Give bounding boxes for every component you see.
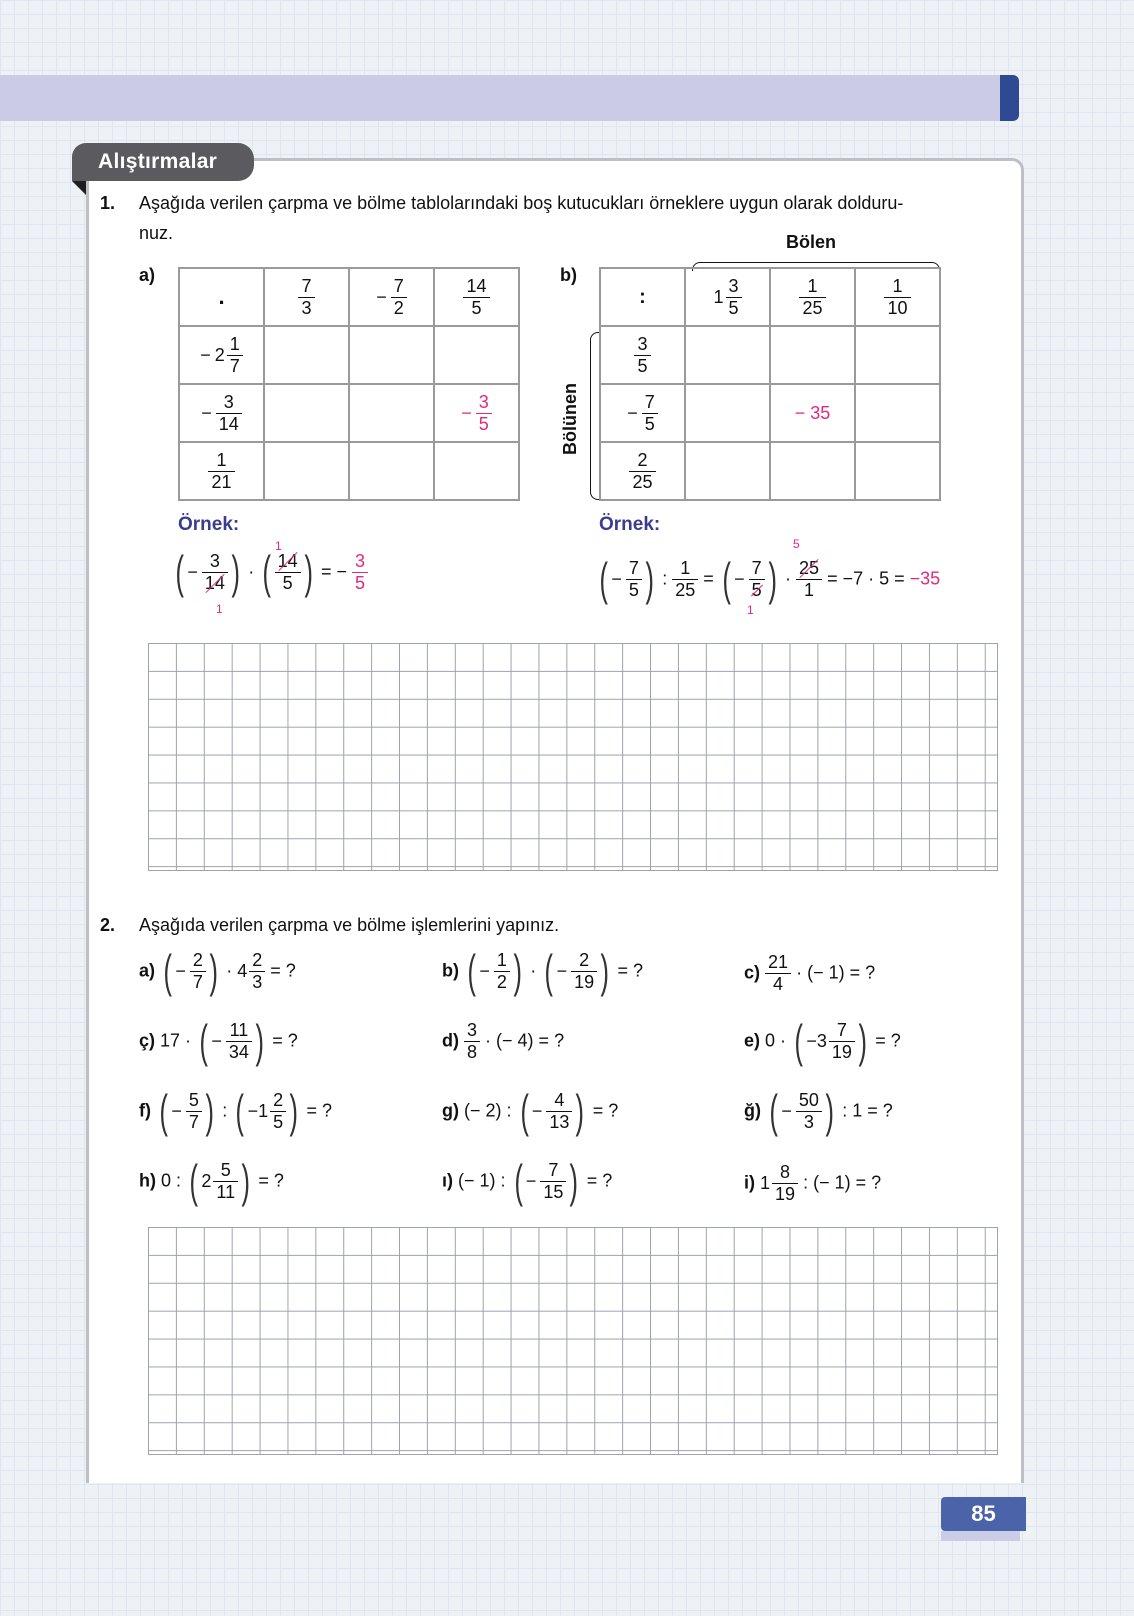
q2-item-e: e) 0 · ( −3 $\frac{7}{19}$ ) = ?: [744, 1015, 901, 1067]
table-a-row-3: $\frac{1}{21}$: [179, 442, 264, 500]
example-b-cancel-bottom: 1: [747, 603, 754, 617]
table-b-cell[interactable]: [855, 442, 940, 500]
example-b-cancel-top: 5: [793, 537, 800, 551]
table-b-cell[interactable]: [685, 384, 770, 442]
example-b-label: Örnek:: [599, 514, 661, 535]
q1-text: Aşağıda verilen çarpma ve bölme tablolarındaki boş kutucukları örneklere uygun olarak dolduru- nuz.: [139, 193, 904, 243]
q2-number: 2.: [100, 915, 116, 935]
section-heading: Alıştırmalar: [72, 143, 254, 181]
example-a-label: Örnek:: [178, 514, 240, 535]
table-b-cell[interactable]: [770, 326, 855, 384]
q2-text: Aşağıda verilen çarpma ve bölme işlemlerini yapınız.: [139, 915, 560, 935]
q2-item-i: i) 1 $\frac{8}{19}$ : (− 1) = ?: [744, 1162, 882, 1204]
table-b-cell[interactable]: [685, 442, 770, 500]
table-b-row-2: − $\frac{7}{5}$: [600, 384, 685, 442]
table-a-cell[interactable]: [434, 442, 519, 500]
answer-grid-1[interactable]: [148, 643, 998, 871]
heading-fold: [72, 181, 86, 195]
table-b-row-1: $\frac{3}{5}$: [600, 326, 685, 384]
table-a-operator: .: [179, 268, 264, 326]
table-b-filled-cell: − 35: [770, 384, 855, 442]
bolunen-label: Bölünen: [560, 383, 580, 455]
example-a-cancel-bottom: 1: [216, 602, 223, 616]
q2-item-f: f) ( − $\frac{5}{7}$ ) : ( −1 $\frac{2}{5}$ ) = ?: [139, 1085, 332, 1137]
multiplication-table: [178, 267, 520, 501]
table-b-label: b): [560, 265, 577, 285]
table-a-cell[interactable]: [264, 384, 349, 442]
table-a-col-3: $\frac{14}{5}$: [434, 268, 519, 326]
q2-item-b: b) ( − $\frac{1}{2}$ ) · ( − $\frac{2}{19}$ ) = ?: [442, 945, 643, 997]
table-b-cell[interactable]: [855, 326, 940, 384]
bolunen-brace: [590, 332, 599, 500]
table-a-cell[interactable]: [349, 442, 434, 500]
table-a-row-1: − 2 $\frac{1}{7}$: [179, 326, 264, 384]
table-b-col-3: $\frac{1}{10}$: [855, 268, 940, 326]
q2-item-dotless-i: ı) (− 1) : ( − $\frac{7}{15}$ ) = ?: [442, 1155, 613, 1207]
top-band-tab: [1000, 75, 1019, 121]
q2-item-g: g) (− 2) : ( − $\frac{4}{13}$ ) = ?: [442, 1085, 619, 1137]
table-b-col-1: 1 $\frac{3}{5}$: [685, 268, 770, 326]
table-b-col-2: $\frac{1}{25}$: [770, 268, 855, 326]
q2-item-d: d) $\frac{3}{8}$ · (− 4) = ?: [442, 1020, 565, 1062]
page-number: 85: [941, 1497, 1026, 1531]
top-band: [0, 75, 1000, 121]
q2-item-h: h) 0 : ( 2 $\frac{5}{11}$ ) = ?: [139, 1155, 284, 1207]
table-a-col-1: $\frac{7}{3}$: [264, 268, 349, 326]
table-b-row-3: $\frac{2}{25}$: [600, 442, 685, 500]
table-a-col-2: − $\frac{7}{2}$: [349, 268, 434, 326]
q2-item-a: a) ( − $\frac{2}{7}$ ) · 4 $\frac{2}{3}$ = ?: [139, 945, 296, 997]
division-table: [599, 267, 941, 501]
q2-item-c: c) $\frac{21}{4}$ · (− 1) = ?: [744, 952, 876, 994]
table-b-cell[interactable]: [685, 326, 770, 384]
table-b-cell[interactable]: [855, 384, 940, 442]
q1-number: 1.: [100, 193, 116, 213]
table-a-cell[interactable]: [264, 442, 349, 500]
page-number-shadow: [941, 1531, 1020, 1541]
table-a-cell[interactable]: [264, 326, 349, 384]
table-a-cell[interactable]: [349, 326, 434, 384]
example-a-cancel-top: 1: [275, 539, 282, 553]
q2-item-gg: ğ) ( − $\frac{50}{3}$ ) : 1 = ?: [744, 1085, 893, 1137]
table-a-cell[interactable]: [434, 326, 519, 384]
table-a-label: a): [139, 265, 156, 285]
bolen-label: Bölen: [786, 232, 837, 252]
table-a-cell[interactable]: [349, 384, 434, 442]
example-a-expression: ( − $\frac{3}{14}$ ) · ( $\frac{14}{5}$ ) = − $\frac{3}{5}$: [172, 549, 368, 595]
table-b-cell[interactable]: [770, 442, 855, 500]
q2-item-cc: ç) 17 · ( − $\frac{11}{34}$ ) = ?: [139, 1015, 298, 1067]
table-a-filled-cell: − $\frac{3}{5}$: [434, 384, 519, 442]
table-a-row-2: − $\frac{3}{14}$: [179, 384, 264, 442]
example-b-expression: ( − $\frac{7}{5}$ ) : $\frac{1}{25}$ = ( − $\frac{7}{5}$ ) · $\frac{25}{1}$ = −7 · 5 = −35: [599, 553, 941, 605]
table-b-operator: :: [600, 268, 685, 326]
answer-grid-2[interactable]: [148, 1227, 998, 1455]
